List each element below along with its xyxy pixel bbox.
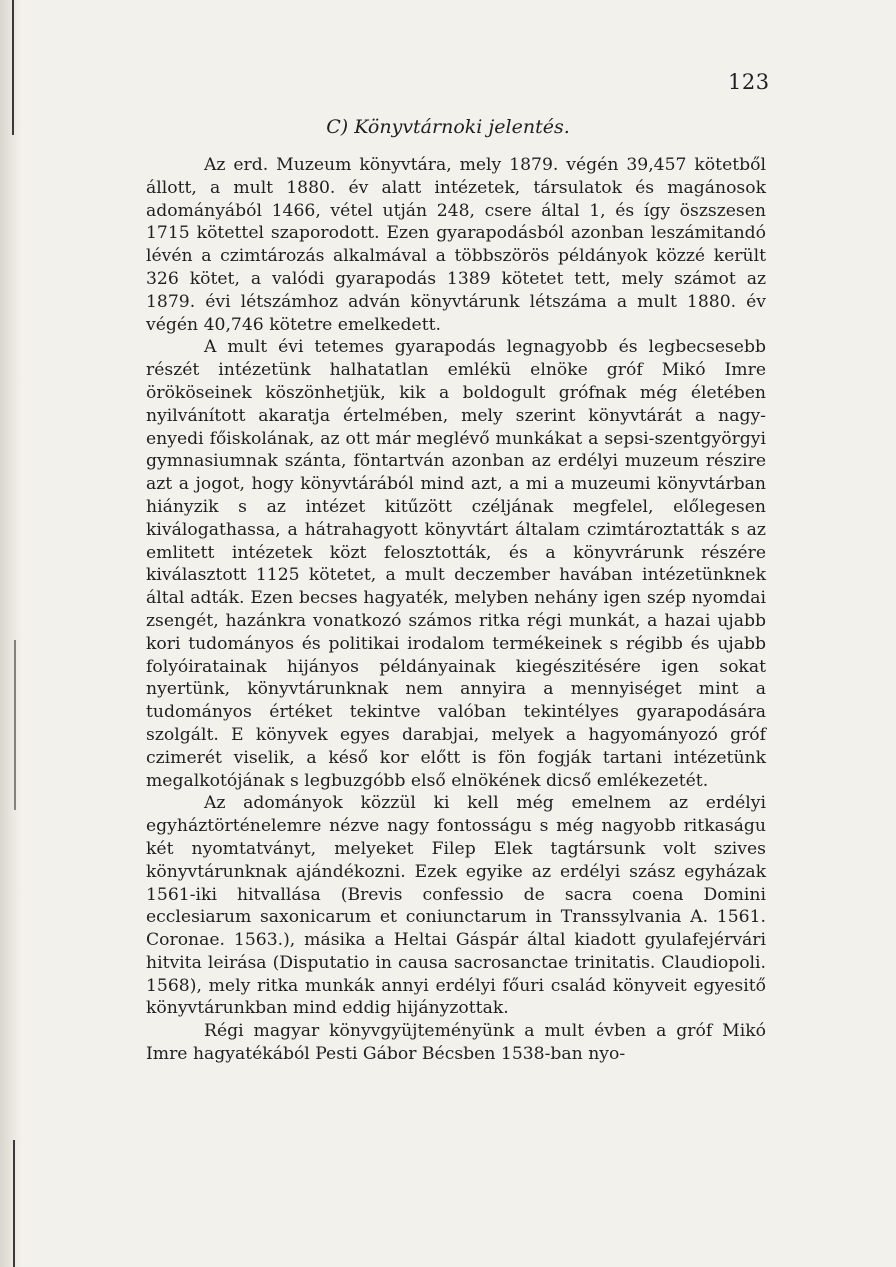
paragraph: Az erd. Muzeum könyvtára, mely 1879. végén 39,457 kötetből állott, a mult 1880. év alatt intézetek, társulatok és magánosok adományából 1466, vétel utján 248, csere által 1, és így öszszesen 1715 kötettel szaporodott. Ezen gyarapodásból azonban leszámitandó lévén a czimtározás alkalmával a többszörös példányok közzé került 326 kötet, a valódi gyarapodás 1389 kötetet tett, mely számot az 1879. évi létszámhoz adván könyvtárunk létszáma a mult 1880. év végén 40,746 kötetre emelkedett. [146,155,766,335]
body-text [146,154,766,1066]
page-binding-edge [0,0,22,1267]
paragraph: A mult évi tetemes gyarapodás legnagyobb és legbecsesebb részét intézetünk halhatatlan emlékü elnöke gróf Mikó Imre örököseinek köszönhetjük, kik a boldogult grófnak még életében nyilvánított akaratja értelmében, mely szerint könyvtárát a nagy-enyedi főiskolának, az ott már meglévő munkákat a sepsi-szentgyörgyi gymnasiumnak szánta, föntartván azonban az erdélyi muzeum részire azt a jogot, hogy könyvtárából mind azt, a mi a muzeumi könyvtárban hiányzik s az intézet kitűzött czéljának megfelel, előlegesen kiválogathassa, a hátrahagyott könyvtárt általam czimtároztatták s az emlitett intézetek közt felosztották, és a könyvrárunk részére kiválasztott 1125 kötetet, a mult deczember havában intézetünknek által adták. Ezen becses hagyaték, melyben nehány igen szép nyomdai zsengét, hazánkra vonatkozó számos ritka régi munkát, a hazai ujabb kori tudományos és politikai irodalom termékeinek s régibb és ujabb folyóiratainak hijányos példányainak kiegészitésére igen sokat nyertünk, könyvtárunknak nem annyira a mennyiséget mint a tudományos értéket tekintve valóban tekintélyes gyarapodására szolgált. E könyvek egyes darabjai, melyek a hagyományozó gróf czimerét viselik, a késő kor előtt is fön fogják tartani intézetünk megalkotójának s legbuzgóbb első elnökének dicső emlékezetét. [146,337,766,791]
paragraph: Az adományok közzül ki kell még emelnem az erdélyi egyháztörténelemre nézve nagy fontosságu s még nagyobb ritkaságu két nyomtatványt, melyeket Filep Elek tagtársunk volt szives könyvtárunknak ajándékozni. Ezek egyike az erdélyi szász egyházak 1561-iki hitvallása (Brevis confessio de sacra coena Domini ecclesiarum saxonicarum et coniunctarum in Transsylvania A. 1561. Coronae. 1563.), másika a Heltai Gáspár által kiadott gyulafejérvári hitvita leirása (Disputatio in causa sacrosanctae trinitatis. Claudiopoli. 1568), mely ritka munkák annyi erdélyi főuri család könyveit egyesitő könyvtárunkban mind eddig hijányzottak. [146,793,766,1019]
paragraph: Régi magyar könyvgyüjteményünk a mult évben a gróf Mikó Imre hagyatékából Pesti Gábor Bécsben 1538-ban nyo- [146,1021,766,1065]
page-edge-mark [12,0,14,135]
page-edge-mark [13,1140,15,1267]
section-heading: C) Könyvtárnoki jelentés. [326,116,570,138]
page-edge-mark [14,640,16,810]
page-number: 123 [728,70,770,94]
